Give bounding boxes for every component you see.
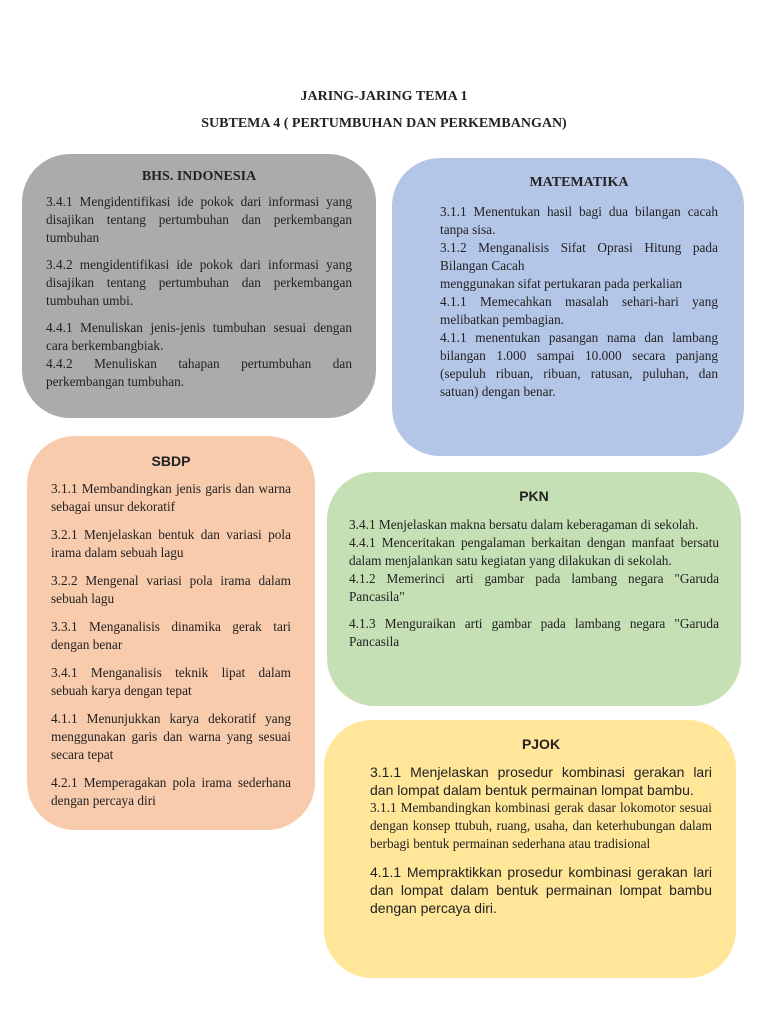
matematika-item: menggunakan sifat pertukaran pada perkalian <box>440 276 683 291</box>
sbdp-item: 3.3.1 Menganalisis dinamika gerak tari dengan benar <box>51 619 291 652</box>
sbdp-item: 3.4.1 Menganalisis teknik lipat dalam sebuah karya dengan tepat <box>51 665 291 698</box>
pjok-item: 3.1.1 Membandingkan kombinasi gerak dasar lokomotor sesuai dengan konsep ttubuh, ruang, usaha, dan keterhubungan dalam berbagi bentuk permainan sederhana atau tradisional <box>370 800 712 851</box>
matematika-item: 4.1.1 menentukan pasangan nama dan lambang bilangan 1.000 sampai 10.000 secara panjang (sepuluh ribuan, ribuan, ratusan, puluhan, dan satuan) dengan benar. <box>440 330 718 399</box>
bhs-indonesia-item: 3.4.1 Mengidentifikasi ide pokok dari informasi yang disajikan tentang pertumbuhan dan perkembangan tumbuhan <box>46 194 352 245</box>
page-title: JARING-JARING TEMA 1 <box>300 89 468 104</box>
matematika-item: 3.1.1 Menentukan hasil bagi dua bilangan cacah tanpa sisa. <box>440 204 718 237</box>
pkn-item: 3.4.1 Menjelaskan makna bersatu dalam keberagaman di sekolah. <box>349 517 699 532</box>
sbdp-item: 3.2.2 Mengenal variasi pola irama dalam sebuah lagu <box>51 573 291 606</box>
matematika-item: 3.1.2 Menganalisis Sifat Oprasi Hitung pada Bilangan Cacah <box>440 240 718 273</box>
matematika-heading: MATEMATIKA <box>529 175 629 190</box>
bhs-indonesia-item: 3.4.2 mengidentifikasi ide pokok dari informasi yang disajikan tentang pertumbuhan dan perkembangan tumbuhan umbi. <box>46 257 352 308</box>
bhs-indonesia-item: 4.4.1 Menuliskan jenis-jenis tumbuhan sesuai dengan cara berkembangbiak. <box>46 320 352 353</box>
sbdp-item: 4.1.1 Menunjukkan karya dekoratif yang menggunakan garis dan warna yang sesuai secara tepat <box>51 711 291 762</box>
sbdp-heading: SBDP <box>151 453 191 469</box>
pjok-card <box>324 720 736 978</box>
bhs-indonesia-item: 4.4.2 Menuliskan tahapan pertumbuhan dan perkembangan tumbuhan. <box>46 356 352 389</box>
pjok-item: 3.1.1 Menjelaskan prosedur kombinasi gerakan lari dan lompat dalam bentuk permainan lompat bambu. <box>370 764 712 798</box>
pjok-item: 4.1.1 Mempraktikkan prosedur kombinasi gerakan lari dan lompat dalam bentuk permainan lompat bambu dengan percaya diri. <box>370 864 712 916</box>
sbdp-item: 3.2.1 Menjelaskan bentuk dan variasi pola irama dalam sebuah lagu <box>51 527 291 560</box>
matematika-item: 4.1.1 Memecahkan masalah sehari-hari yang melibatkan pembagian. <box>440 294 718 327</box>
pkn-item: 4.1.2 Memerinci arti gambar pada lambang negara "Garuda Pancasila" <box>349 571 719 604</box>
pkn-item: 4.1.3 Menguraikan arti gambar pada lambang negara "Garuda Pancasila <box>349 616 719 649</box>
bhs-indonesia-heading: BHS. INDONESIA <box>141 169 257 184</box>
pkn-card <box>327 472 741 706</box>
pkn-heading: PKN <box>519 488 549 504</box>
bhs-indonesia-card <box>22 154 376 418</box>
matematika-card <box>392 158 744 456</box>
page-subtitle: SUBTEMA 4 ( PERTUMBUHAN DAN PERKEMBANGAN) <box>201 116 567 131</box>
sbdp-card <box>27 436 315 830</box>
sbdp-item: 4.2.1 Memperagakan pola irama sederhana dengan percaya diri <box>51 775 291 808</box>
pkn-item: 4.4.1 Menceritakan pengalaman berkaitan dengan manfaat bersatu dalam menjalankan satu kegiatan yang dilakukan di sekolah. <box>349 535 719 568</box>
sbdp-item: 3.1.1 Membandingkan jenis garis dan warna sebagai unsur dekoratif <box>51 481 291 514</box>
pjok-heading: PJOK <box>521 736 561 752</box>
